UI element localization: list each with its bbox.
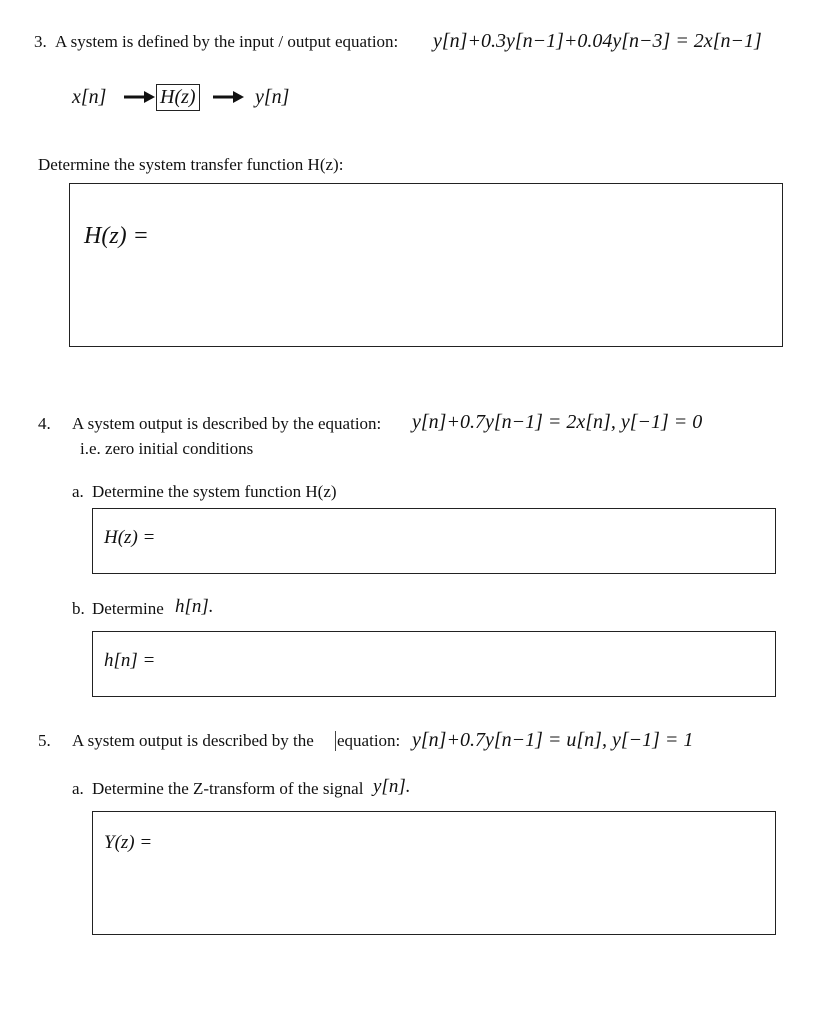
q3-equation: y[n]+0.3y[n−1]+0.04y[n−3] = 2x[n−1] bbox=[433, 30, 762, 52]
q5-text-after: equation: bbox=[337, 731, 401, 750]
q4-part-b-label: b. bbox=[72, 599, 85, 618]
q4-part-a-label: a. bbox=[72, 482, 84, 501]
arrow-right-icon bbox=[213, 90, 245, 104]
q4-part-a-text: Determine the system function H(z) bbox=[92, 482, 337, 501]
q4-part-a-answer-box[interactable] bbox=[92, 508, 776, 574]
q4-part-a-answer-label: H(z) = bbox=[104, 527, 156, 548]
q4-part-b-text: Determine bbox=[92, 599, 164, 618]
q5-part-a-symbol: y[n]. bbox=[373, 776, 411, 797]
q3-text: A system is defined by the input / output equation: bbox=[55, 32, 399, 51]
q3-answer-box[interactable] bbox=[69, 183, 783, 347]
q3-diagram-output: y[n] bbox=[255, 86, 290, 108]
q4-part-b-answer-label: h[n] = bbox=[104, 650, 156, 671]
q5-number: 5. bbox=[38, 731, 51, 750]
q4-number: 4. bbox=[38, 414, 51, 433]
q4-part-b-symbol: h[n]. bbox=[175, 596, 214, 617]
q5-part-a-answer-box[interactable] bbox=[92, 811, 776, 935]
q3-number: 3. bbox=[34, 32, 47, 51]
q3-diagram-input: x[n] bbox=[72, 86, 107, 108]
q5-part-a-text: Determine the Z-transform of the signal bbox=[92, 779, 364, 798]
q5-part-a-answer-label: Y(z) = bbox=[104, 832, 153, 853]
text-cursor bbox=[335, 731, 336, 751]
q4-part-b-answer-box[interactable] bbox=[92, 631, 776, 697]
q3-diagram-block: H(z) bbox=[156, 84, 200, 111]
q5-part-a-label: a. bbox=[72, 779, 84, 798]
q4-text: A system output is described by the equation: bbox=[72, 414, 382, 433]
q5-equation: y[n]+0.7y[n−1] = u[n], y[−1] = 1 bbox=[412, 729, 694, 751]
q3-answer-label: H(z) = bbox=[84, 223, 149, 249]
arrow-right-icon bbox=[124, 90, 156, 104]
q3-prompt: Determine the system transfer function H(z): bbox=[38, 155, 344, 174]
q4-equation: y[n]+0.7y[n−1] = 2x[n], y[−1] = 0 bbox=[412, 411, 703, 433]
q4-note: i.e. zero initial conditions bbox=[80, 439, 254, 458]
q5-text-before: A system output is described by the bbox=[72, 731, 314, 750]
